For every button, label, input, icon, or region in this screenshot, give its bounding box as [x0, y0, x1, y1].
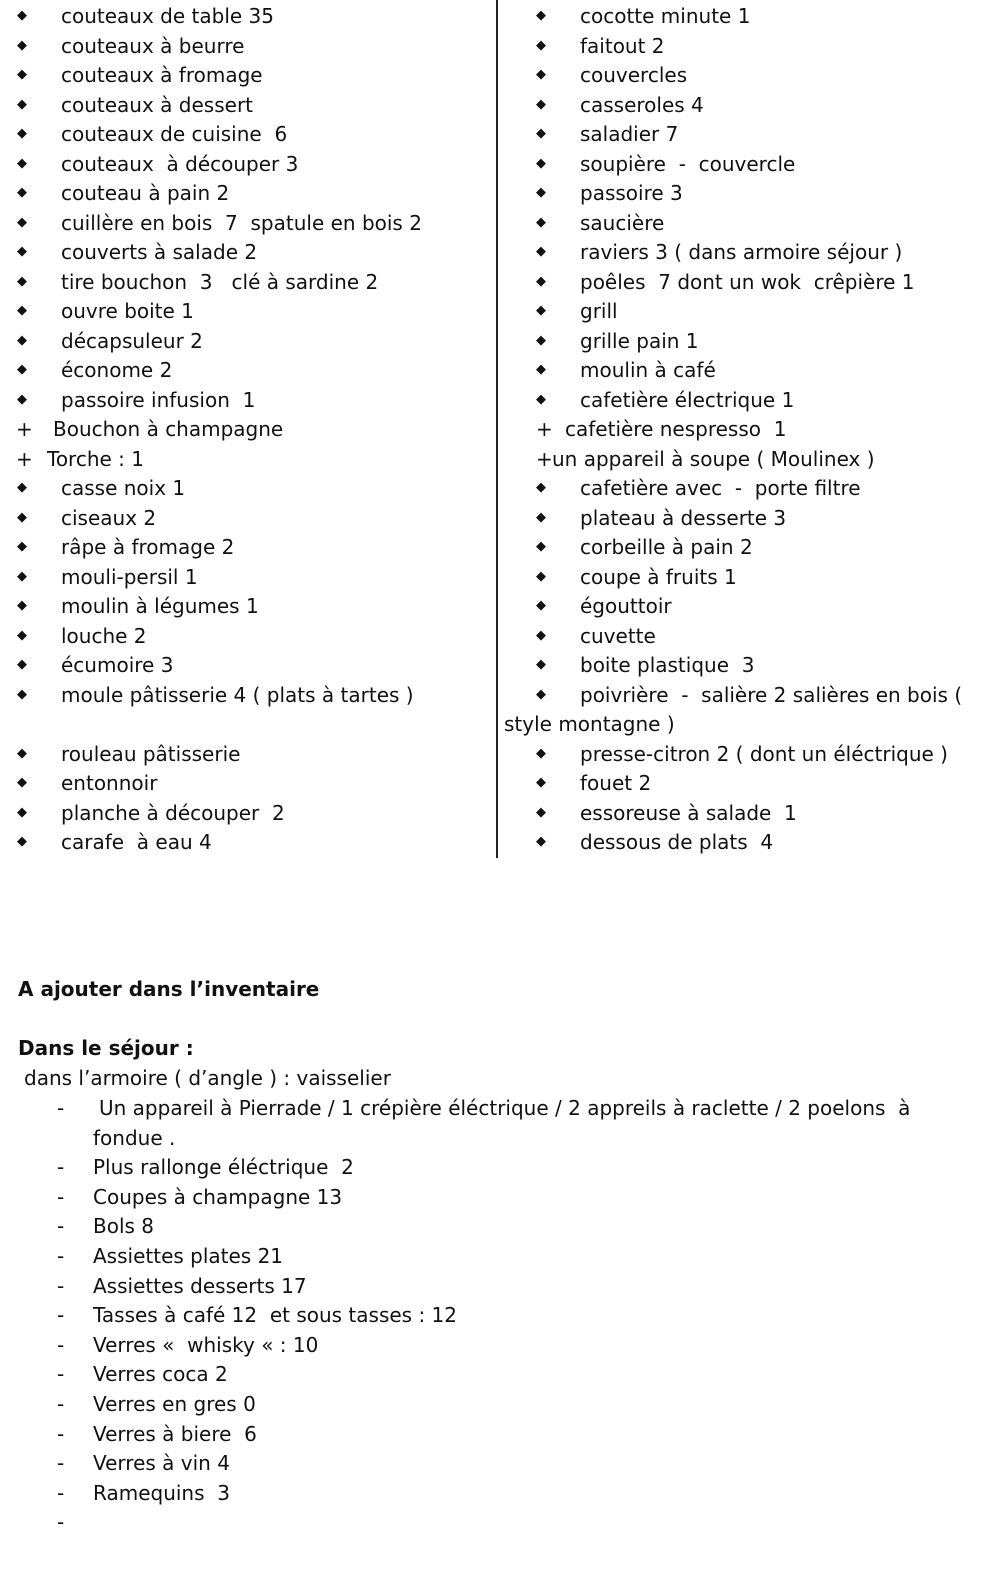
bullet-icon: ◆ — [536, 96, 546, 112]
dash-marker: - — [57, 1303, 65, 1328]
bullet-icon: ◆ — [536, 598, 546, 613]
bullet-icon: ◆ — [536, 303, 546, 318]
list-item-label: poivrière - salière 2 salières en bois ( — [580, 682, 963, 707]
bullet-icon: ◆ — [536, 509, 546, 525]
bullet-icon: ◆ — [536, 8, 546, 23]
list-item-label: moulin à légumes 1 — [61, 594, 259, 618]
list-item — [0, 622, 496, 650]
list-item-label: carafe à eau 4 — [61, 830, 212, 854]
list-item — [500, 533, 1000, 561]
list-item-label: louche 2 — [61, 623, 147, 648]
bullet-icon: ◆ — [17, 480, 27, 495]
section-intro: dans l’armoire ( d’angle ) : vaisselier — [24, 1066, 391, 1090]
bullet-icon: ◆ — [536, 568, 546, 584]
list-item-label: entonnoir — [61, 771, 158, 795]
plus-marker: + — [16, 446, 33, 471]
list-item-label: un appareil à soupe ( Moulinex ) — [552, 446, 875, 471]
list-item-label: couvercles — [580, 63, 688, 87]
section-subheading: Dans le séjour : — [18, 1036, 194, 1060]
bullet-icon: ◆ — [17, 273, 27, 289]
list-item-label: Bouchon à champagne — [53, 417, 284, 441]
list-item — [500, 2, 1000, 30]
list-item — [0, 592, 496, 620]
bullet-icon: ◆ — [17, 686, 27, 702]
list-item — [0, 120, 496, 148]
dash-marker: - — [57, 1214, 65, 1239]
dash-marker: - — [57, 1332, 65, 1357]
list-item — [500, 268, 1000, 296]
list-item-label: poêles 7 dont un wok crêpière 1 — [580, 269, 915, 294]
bullet-icon: ◆ — [17, 214, 27, 230]
list-item-label: décapsuleur 2 — [61, 328, 203, 353]
dash-list-item-label: Coupes à champagne 13 — [93, 1184, 343, 1209]
bullet-icon: ◆ — [536, 332, 546, 348]
bullet-icon: ◆ — [536, 657, 546, 672]
dash-list-item-label: Verres à biere 6 — [93, 1421, 257, 1446]
list-item — [500, 651, 1000, 679]
dash-marker: - — [57, 1451, 65, 1476]
list-item — [500, 150, 1000, 178]
bullet-icon: ◆ — [536, 244, 546, 259]
list-item — [500, 32, 1000, 60]
bullet-icon: ◆ — [536, 745, 546, 761]
dash-list-item-label: Verres en gres 0 — [93, 1392, 256, 1416]
bullet-icon: ◆ — [17, 96, 27, 112]
bullet-icon: ◆ — [536, 539, 546, 554]
list-item-label: faitout 2 — [580, 33, 665, 58]
list-item-label: égouttoir — [580, 594, 672, 618]
dash-list-item-label: Plus rallonge éléctrique 2 — [93, 1155, 354, 1180]
list-item-label: économe 2 — [61, 358, 173, 382]
bullet-icon: ◆ — [17, 362, 27, 377]
list-item-label: saladier 7 — [580, 122, 679, 146]
dash-marker: - — [57, 1362, 65, 1387]
bullet-icon: ◆ — [536, 362, 546, 377]
dash-list-item-label: Verres « whisky « : 10 — [93, 1332, 319, 1357]
list-item — [500, 120, 1000, 148]
dash-marker: - — [57, 1155, 65, 1180]
dash-list-item-label: Assiettes plates 21 — [93, 1244, 284, 1268]
dash-marker: - — [57, 1392, 65, 1416]
list-item-label: coupe à fruits 1 — [580, 564, 737, 589]
bullet-icon: ◆ — [17, 657, 27, 672]
bullet-icon: ◆ — [536, 775, 546, 790]
list-item-label: passoire 3 — [580, 181, 683, 205]
list-item — [500, 563, 1000, 591]
list-item-label: dessous de plats 4 — [580, 830, 774, 854]
list-item-label: fouet 2 — [580, 771, 652, 795]
list-item-label: tire bouchon 3 clé à sardine 2 — [61, 269, 379, 294]
list-item — [500, 179, 1000, 207]
bullet-icon: ◆ — [17, 126, 27, 141]
bullet-icon: ◆ — [17, 509, 27, 525]
list-item — [0, 533, 496, 561]
bullet-icon: ◆ — [17, 155, 27, 171]
bullet-icon: ◆ — [536, 37, 546, 53]
list-item — [500, 828, 1000, 856]
list-item — [500, 91, 1000, 119]
list-item-label: moulin à café — [580, 358, 716, 382]
list-item-label: couteaux à découper 3 — [61, 151, 299, 176]
list-item-label: grille pain 1 — [580, 328, 699, 353]
list-item — [0, 297, 496, 325]
list-item-label: saucière — [580, 210, 665, 235]
bullet-icon: ◆ — [536, 686, 546, 702]
list-item — [500, 474, 1000, 502]
list-item — [500, 740, 1000, 768]
list-item-label: presse-citron 2 ( dont un éléctrique ) — [580, 741, 948, 766]
list-item-label: couteaux à beurre — [61, 33, 245, 58]
list-item — [500, 769, 1000, 797]
list-item — [500, 356, 1000, 384]
list-item-label: couteaux de cuisine 6 — [61, 122, 288, 146]
bullet-icon: ◆ — [17, 303, 27, 318]
list-item — [500, 415, 1000, 443]
list-item-label: soupière - couvercle — [580, 151, 796, 176]
bullet-icon: ◆ — [17, 185, 27, 200]
dash-list-item-label: Ramequins 3 — [93, 1480, 230, 1505]
bullet-icon: ◆ — [17, 627, 27, 643]
list-item — [500, 592, 1000, 620]
list-item — [500, 327, 1000, 355]
list-item-label: cuillère en bois 7 spatule en bois 2 — [61, 210, 422, 235]
list-item — [0, 504, 496, 532]
bullet-icon: ◆ — [536, 627, 546, 643]
list-item-label: boite plastique 3 — [580, 653, 755, 677]
list-item-label: couteaux à fromage — [61, 63, 263, 87]
bullet-icon: ◆ — [17, 775, 27, 790]
list-item-label: corbeille à pain 2 — [580, 535, 753, 559]
dash-list-item-label: Tasses à café 12 et sous tasses : 12 — [93, 1303, 457, 1328]
bullet-icon: ◆ — [536, 804, 546, 820]
list-item-label: plateau à desserte 3 — [580, 505, 787, 530]
list-item-label: cocotte minute 1 — [580, 4, 751, 28]
bullet-icon: ◆ — [536, 273, 546, 289]
plus-marker: + — [536, 417, 553, 441]
list-item-label: raviers 3 ( dans armoire séjour ) — [580, 240, 903, 264]
list-item-label: Torche : 1 — [47, 446, 144, 471]
bullet-icon: ◆ — [17, 598, 27, 613]
bullet-icon: ◆ — [536, 214, 546, 230]
list-item — [500, 61, 1000, 89]
list-item — [0, 563, 496, 591]
bullet-icon: ◆ — [536, 67, 546, 82]
dash-list-item-label: Verres coca 2 — [93, 1362, 228, 1387]
list-item-label: couteaux à dessert — [61, 92, 254, 117]
bullet-icon: ◆ — [536, 834, 546, 849]
dash-marker: - — [57, 1480, 65, 1505]
list-item — [0, 474, 496, 502]
list-item — [0, 828, 496, 856]
list-item-label: couteaux de table 35 — [61, 4, 274, 28]
list-item — [500, 622, 1000, 650]
plus-marker: + — [536, 446, 553, 471]
dash-marker: - — [57, 1421, 65, 1446]
bullet-icon: ◆ — [17, 391, 27, 407]
list-item — [0, 356, 496, 384]
plus-marker: + — [16, 417, 33, 441]
bullet-icon: ◆ — [17, 539, 27, 554]
list-item — [0, 238, 496, 266]
list-item-label: casse noix 1 — [61, 476, 186, 500]
list-item — [0, 209, 496, 237]
list-item — [500, 710, 1000, 738]
list-item-label: râpe à fromage 2 — [61, 535, 235, 559]
list-item-label: cuvette — [580, 623, 656, 648]
list-item — [0, 2, 496, 30]
bullet-icon: ◆ — [536, 155, 546, 171]
list-item-label: moule pâtisserie 4 ( plats à tartes ) — [61, 682, 414, 707]
list-item — [0, 91, 496, 119]
list-item-label: planche à découper 2 — [61, 800, 285, 825]
bullet-icon: ◆ — [17, 332, 27, 348]
list-item — [0, 32, 496, 60]
bullet-icon: ◆ — [17, 37, 27, 53]
list-item-label: couverts à salade 2 — [61, 240, 258, 264]
list-item — [0, 179, 496, 207]
bullet-icon: ◆ — [17, 8, 27, 23]
list-item — [0, 268, 496, 296]
dash-list-item-label: Bols 8 — [93, 1214, 155, 1239]
list-item — [0, 415, 496, 443]
list-item — [0, 740, 496, 768]
list-item — [500, 386, 1000, 414]
list-item — [500, 238, 1000, 266]
list-item-label: essoreuse à salade 1 — [580, 800, 797, 825]
bullet-icon: ◆ — [17, 834, 27, 849]
list-item-label: couteau à pain 2 — [61, 181, 230, 205]
list-item-label: ouvre boite 1 — [61, 299, 194, 323]
section-heading: A ajouter dans l’inventaire — [18, 977, 320, 1001]
dash-marker: - — [57, 1273, 65, 1298]
bullet-icon: ◆ — [17, 244, 27, 259]
dash-marker: - — [57, 1244, 65, 1268]
list-item — [0, 327, 496, 355]
dash-marker: - — [57, 1096, 65, 1120]
list-item — [0, 150, 496, 178]
list-item-label: casseroles 4 — [580, 92, 704, 117]
dash-list-item-label: Assiettes desserts 17 — [93, 1273, 307, 1298]
list-item-label: mouli-persil 1 — [61, 564, 198, 589]
list-item — [0, 681, 496, 709]
list-item — [500, 681, 1000, 709]
list-item — [500, 209, 1000, 237]
list-item-label: grill — [580, 299, 618, 323]
list-item-label: cafetière nespresso 1 — [565, 417, 787, 441]
list-item-label: écumoire 3 — [61, 653, 174, 677]
dash-marker: - — [57, 1184, 65, 1209]
list-item — [0, 769, 496, 797]
bullet-icon: ◆ — [17, 67, 27, 82]
bullet-icon: ◆ — [17, 745, 27, 761]
list-item — [500, 445, 1000, 473]
list-item-label: style montagne ) — [504, 712, 675, 736]
bullet-icon: ◆ — [17, 568, 27, 584]
list-item — [0, 386, 496, 414]
bullet-icon: ◆ — [536, 185, 546, 200]
dash-list-item-label: Un appareil à Pierrade / 1 crépière éléctrique / 2 appreils à raclette / 2 poelons à — [99, 1096, 911, 1120]
list-item-label: passoire infusion 1 — [61, 387, 256, 412]
bullet-icon: ◆ — [17, 804, 27, 820]
list-item-label: cafetière avec - porte filtre — [580, 476, 861, 500]
dash-list-item-label: fondue . — [93, 1125, 176, 1150]
dash-marker: - — [57, 1510, 65, 1535]
column-divider — [496, 0, 498, 858]
list-item — [0, 651, 496, 679]
dash-list-item-label: Verres à vin 4 — [93, 1451, 230, 1476]
list-item — [0, 445, 496, 473]
bullet-icon: ◆ — [536, 391, 546, 407]
bullet-icon: ◆ — [536, 126, 546, 141]
list-item — [500, 799, 1000, 827]
list-item-label: rouleau pâtisserie — [61, 741, 241, 766]
list-item-label: ciseaux 2 — [61, 505, 157, 530]
list-item — [500, 504, 1000, 532]
list-item — [0, 61, 496, 89]
list-item — [500, 297, 1000, 325]
bullet-icon: ◆ — [536, 480, 546, 495]
list-item — [0, 799, 496, 827]
list-item-label: cafetière électrique 1 — [580, 387, 795, 412]
